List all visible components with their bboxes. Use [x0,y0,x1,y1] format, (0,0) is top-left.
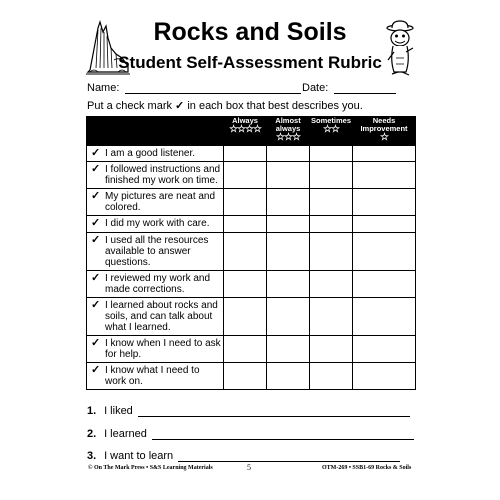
rating-box[interactable] [353,216,416,233]
rubric-item [87,189,224,216]
check-mark-icon: ✓ [175,100,185,112]
reflection-number: 1. [87,405,97,417]
rating-box[interactable] [353,162,416,189]
reflection-label: I liked [104,405,133,417]
reflection-number: 2. [87,428,97,440]
rating-box[interactable] [353,233,416,271]
rubric-row [87,189,416,216]
rating-box[interactable] [353,271,416,298]
rubric-item [87,271,224,298]
rating-box[interactable] [224,271,267,298]
rubric-item-text: I followed instructions and finished my work on time. [105,164,221,186]
column-label: Sometimes [310,116,352,125]
check-mark-icon: ✓ [91,272,101,284]
reflection-want-to-learn[interactable] [87,450,400,462]
reflection-learned[interactable] [87,428,414,440]
footer-product-code: OTM-269 • SSB1-69 Rocks & Soils [322,465,412,471]
rating-box[interactable] [224,233,267,271]
rubric-row [87,216,416,233]
star-rating-icon: ☆ [380,132,388,143]
rating-box[interactable] [353,336,416,363]
reflection-line [178,451,400,462]
rubric-row [87,271,416,298]
rating-box[interactable] [310,298,353,336]
date-field[interactable] [302,82,396,94]
rubric-item-text: I know when I need to ask for help. [105,338,221,360]
rubric-item-text: My pictures are neat and colored. [105,191,216,213]
rubric-item [87,146,224,162]
rating-box[interactable] [267,216,310,233]
column-header [310,117,353,146]
rating-box[interactable] [224,298,267,336]
rating-box[interactable] [267,336,310,363]
rubric-item [87,233,224,271]
date-label: Date: [302,82,329,94]
rubric-item [87,336,224,363]
check-mark-icon: ✓ [91,147,101,159]
rubric-row [87,336,416,363]
rubric-row [87,162,416,189]
rubric-item [87,298,224,336]
rating-box[interactable] [310,271,353,298]
rating-box[interactable] [353,189,416,216]
column-label: Almost always [275,116,301,133]
rating-box[interactable] [267,271,310,298]
rating-box[interactable] [224,162,267,189]
rubric-header-row [87,117,416,146]
name-label: Name: [87,82,120,94]
rating-box[interactable] [353,363,416,390]
rubric-item-text: I reviewed my work and made corrections. [105,273,211,295]
rubric-row [87,233,416,271]
reflection-line [138,406,410,417]
reflection-liked[interactable] [87,405,410,417]
reflection-line [152,429,414,440]
rubric-item [87,216,224,233]
rating-box[interactable] [267,146,310,162]
rating-box[interactable] [310,189,353,216]
column-label: Needs Improvement [360,116,408,133]
check-mark-icon: ✓ [91,364,101,376]
rubric-item-text: I used all the resources available to answer questions. [105,235,209,268]
rubric-header-blank [87,117,224,146]
rubric-item [87,363,224,390]
rubric-item-text: I am a good listener. [105,148,196,159]
name-line [125,83,301,94]
rubric-row [87,363,416,390]
name-field[interactable] [87,82,301,94]
check-mark-icon: ✓ [91,217,101,229]
page-title: Rocks and Soils [153,18,347,46]
rating-box[interactable] [310,233,353,271]
rating-box[interactable] [224,189,267,216]
rubric-item [87,162,224,189]
rubric-table [86,116,416,390]
check-mark-icon: ✓ [91,163,101,175]
star-rating-icon: ☆☆ [323,124,339,135]
star-rating-icon: ☆☆☆☆ [229,124,261,135]
rubric-item-text: I know what I need to work on. [105,365,200,387]
instructions [87,99,363,112]
rating-box[interactable] [267,363,310,390]
rating-box[interactable] [224,146,267,162]
rating-box[interactable] [224,336,267,363]
rating-box[interactable] [310,162,353,189]
rating-box[interactable] [310,363,353,390]
rating-box[interactable] [310,216,353,233]
rating-box[interactable] [267,189,310,216]
instructions-before: Put a check mark [87,100,172,112]
column-header [267,117,310,146]
page-number: 5 [247,463,251,472]
instructions-after: in each box that best describes you. [187,100,363,112]
rating-box[interactable] [310,336,353,363]
rating-box[interactable] [310,146,353,162]
rubric-row [87,298,416,336]
rating-box[interactable] [267,298,310,336]
reflection-label: I want to learn [104,450,174,462]
column-label: Always [232,116,258,125]
rubric-row [87,146,416,162]
rating-box[interactable] [267,162,310,189]
rating-box[interactable] [353,298,416,336]
page-subtitle: Student Self-Assessment Rubric [118,53,382,72]
check-mark-icon: ✓ [91,337,101,349]
star-rating-icon: ☆☆☆ [276,132,300,143]
footer-publisher: © On The Mark Press • S&S Learning Materials [88,465,213,471]
rubric-item-text: I learned about rocks and soils, and can talk about what I learned. [105,300,218,333]
column-header [224,117,267,146]
check-mark-icon: ✓ [91,234,101,246]
rating-box[interactable] [353,146,416,162]
rating-box[interactable] [267,233,310,271]
reflection-number: 3. [87,450,97,462]
reflection-label: I learned [104,428,147,440]
rubric-item-text: I did my work with care. [105,218,210,229]
rating-box[interactable] [224,216,267,233]
check-mark-icon: ✓ [91,190,101,202]
date-line [334,83,396,94]
rating-box[interactable] [224,363,267,390]
check-mark-icon: ✓ [91,299,101,311]
column-header [353,117,416,146]
